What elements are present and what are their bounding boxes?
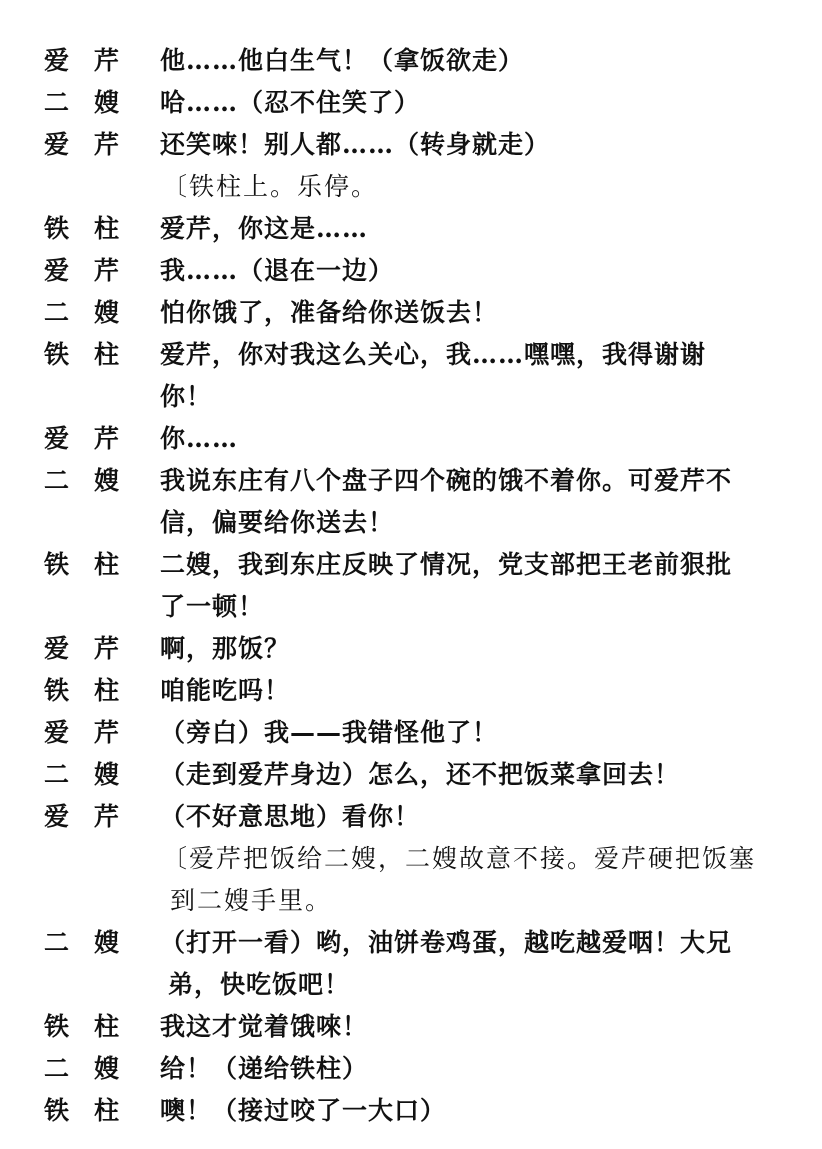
- dialogue-text: 咱能吃吗！: [160, 676, 291, 705]
- dialogue-text: 二嫂，我到东庄反映了情况，党支部把王老前狠批: [160, 550, 733, 579]
- speaker-name: 爱 芹: [44, 424, 120, 453]
- speaker-name: 二 嫂: [44, 298, 120, 327]
- stage-direction-line: [0, 166, 822, 208]
- dialogue-line: [0, 754, 822, 796]
- speaker-name: 爱 芹: [44, 802, 120, 831]
- dialogue-line: [0, 250, 822, 292]
- speaker-name: 铁 柱: [44, 550, 120, 579]
- dialogue-line: [0, 1048, 822, 1090]
- dialogue-text: 哈……（忍不住笑了）: [160, 88, 421, 117]
- speaker-name: 二 嫂: [44, 928, 120, 957]
- speaker-name: 二 嫂: [44, 88, 120, 117]
- dialogue-line: [0, 712, 822, 754]
- dialogue-text: 爱芹，你对我这么关心，我……嘿嘿，我得谢谢: [160, 340, 707, 369]
- speaker-name: 二 嫂: [44, 466, 120, 495]
- dialogue-continuation: 了一顿！: [160, 592, 265, 621]
- dialogue-text: 噢！（接过咬了一大口）: [160, 1096, 447, 1125]
- speaker-name: 爱 芹: [44, 634, 120, 663]
- stage-direction: 〔铁柱上。乐停。: [162, 172, 379, 201]
- dialogue-line: [0, 796, 822, 838]
- speaker-name: 爱 芹: [44, 46, 120, 75]
- cut-off-line-clip: [0, 1090, 822, 1125]
- stage-direction-line: [0, 880, 822, 922]
- speaker-name: 二 嫂: [44, 760, 120, 789]
- dialogue-continuation-line: [0, 964, 822, 1006]
- dialogue-continuation: 信，偏要给你送去！: [160, 508, 395, 537]
- stage-direction-line: [0, 838, 822, 880]
- stage-direction: 〔爱芹把饭给二嫂，二嫂故意不接。爱芹硬把饭塞: [162, 844, 757, 873]
- speaker-name: 铁 柱: [44, 1096, 120, 1125]
- speaker-name: 爱 芹: [44, 256, 120, 285]
- speaker-name: 铁 柱: [44, 676, 120, 705]
- dialogue-line: [0, 208, 822, 250]
- dialogue-text: （旁白）我——我错怪他了！: [160, 718, 499, 747]
- speaker-name: 铁 柱: [44, 340, 120, 369]
- dialogue-continuation-line: [0, 586, 822, 628]
- dialogue-text: 我说东庄有八个盘子四个碗的饿不着你。可爱芹不: [160, 466, 733, 495]
- dialogue-line: [0, 292, 822, 334]
- dialogue-text: 还笑唻！别人都……（转身就走）: [160, 130, 551, 159]
- dialogue-text: （走到爱芹身边）怎么，还不把饭菜拿回去！: [160, 760, 681, 789]
- dialogue-line: [0, 544, 822, 586]
- dialogue-line: [0, 670, 822, 712]
- speaker-name: 爱 芹: [44, 718, 120, 747]
- speaker-name: 铁 柱: [44, 1012, 120, 1041]
- stage-direction: 到二嫂手里。: [170, 886, 333, 915]
- dialogue-text: 他……他白生气！（拿饭欲走）: [160, 46, 525, 75]
- speaker-name: 爱 芹: [44, 130, 120, 159]
- dialogue-text: 给！（递给铁柱）: [160, 1054, 369, 1083]
- dialogue-text: 你……: [160, 424, 239, 453]
- dialogue-line: [0, 628, 822, 670]
- dialogue-text: 我……（退在一边）: [160, 256, 395, 285]
- dialogue-continuation-line: [0, 376, 822, 418]
- dialogue-line: [0, 418, 822, 460]
- dialogue-line: [0, 922, 822, 964]
- dialogue-text: 怕你饿了，准备给你送饭去！: [160, 298, 499, 327]
- dialogue-continuation-line: [0, 502, 822, 544]
- dialogue-text: 啊，那饭？: [160, 634, 291, 663]
- dialogue-line: [0, 1006, 822, 1048]
- dialogue-text: （打开一看）哟，油饼卷鸡蛋，越吃越爱咽！大兄: [160, 928, 733, 957]
- dialogue-line: [0, 124, 822, 166]
- speaker-name: 铁 柱: [44, 214, 120, 243]
- dialogue-text: （不好意思地）看你！: [160, 802, 421, 831]
- dialogue-continuation: 弟，快吃饭吧！: [168, 970, 351, 999]
- dialogue-text: 我这才觉着饿唻！: [160, 1012, 369, 1041]
- dialogue-line: [0, 40, 822, 82]
- dialogue-line: [0, 1090, 822, 1132]
- dialogue-text: 爱芹，你这是……: [160, 214, 369, 243]
- speaker-name: 二 嫂: [44, 1054, 120, 1083]
- dialogue-continuation: 你！: [160, 382, 213, 411]
- dialogue-line: [0, 460, 822, 502]
- dialogue-line: [0, 334, 822, 376]
- dialogue-line: [0, 82, 822, 124]
